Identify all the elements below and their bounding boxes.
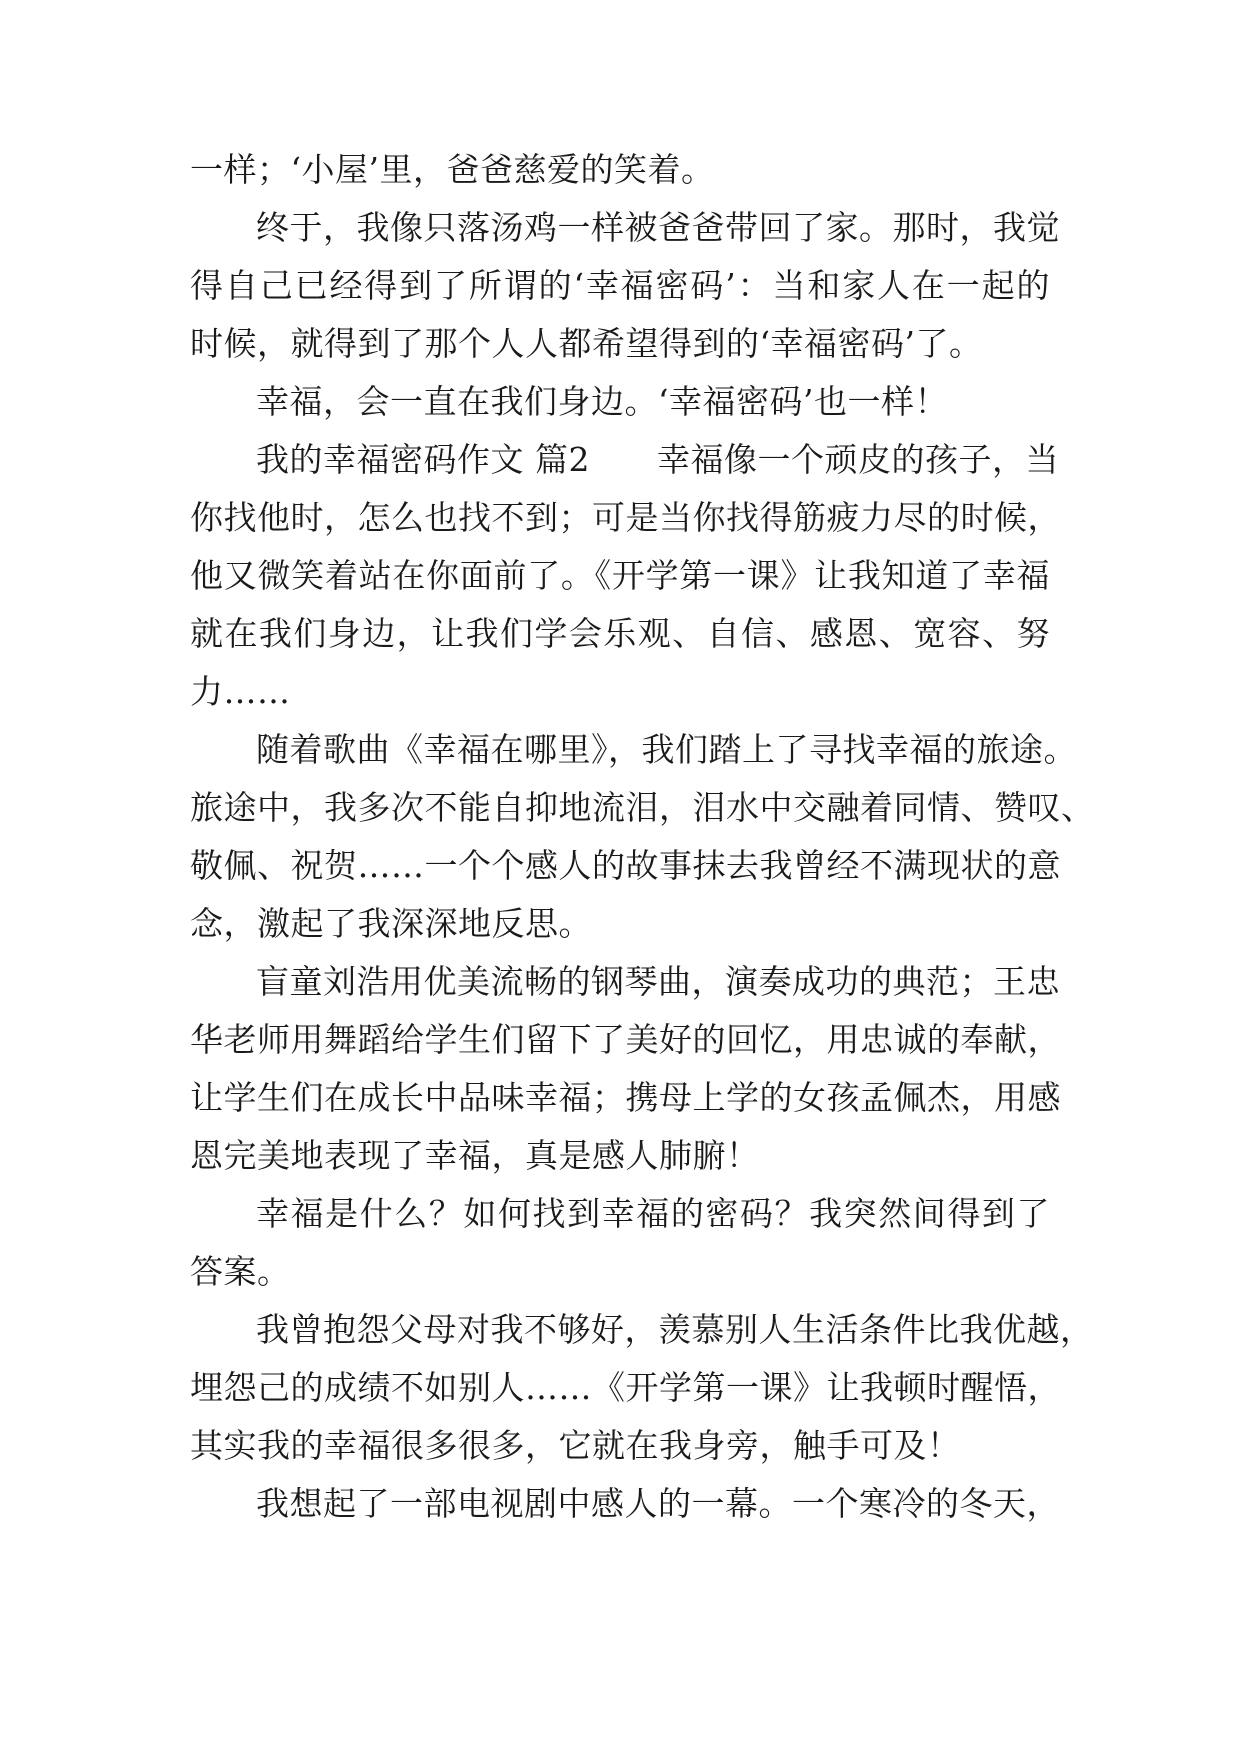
text-line: 我曾抱怨父母对我不够好，羡慕别人生活条件比我优越，: [256, 1310, 1094, 1349]
text-line: 时候，就得到了那个人人都希望得到的‘幸福密码’了。: [190, 324, 983, 363]
text-line: 你找他时，怎么也找不到；可是当你找得筋疲力尽的时候，: [190, 498, 1061, 537]
section-heading: 我的幸福密码作文 篇2: [256, 440, 590, 479]
text-line: 华老师用舞蹈给学生们留下了美好的回忆，用忠诚的奉献，: [190, 1020, 1061, 1059]
text-line: 幸福是什么？如何找到幸福的密码？我突然间得到了: [256, 1194, 1050, 1233]
text-line: 敬佩、祝贺……一个个感人的故事抹去我曾经不满现状的意: [190, 846, 1061, 885]
text-line: 念，激起了我深深地反思。: [190, 904, 592, 943]
text-line: 他又微笑着站在你面前了。《开学第一课》让我知道了幸福: [190, 556, 1050, 595]
text-line: 让学生们在成长中品味幸福；携母上学的女孩孟佩杰，用感: [190, 1078, 1061, 1117]
text-line: 幸福，会一直在我们身边。‘幸福密码’也一样！: [256, 382, 948, 421]
text-line: 力……: [190, 672, 291, 711]
text-line: 得自己已经得到了所谓的‘幸福密码’：当和家人在一起的: [190, 266, 1050, 305]
text-line: 埋怨己的成绩不如别人……《开学第一课》让我顿时醒悟，: [190, 1368, 1061, 1407]
text-line: 随着歌曲《幸福在哪里》，我们踏上了寻找幸福的旅途。: [256, 730, 1077, 769]
text-line: 答案。: [190, 1252, 291, 1291]
text-line: 就在我们身边，让我们学会乐观、自信、感恩、宽容、努: [190, 614, 1050, 653]
text-line: 盲童刘浩用优美流畅的钢琴曲，演奏成功的典范；王忠: [256, 962, 1060, 1001]
text-line: 终于，我像只落汤鸡一样被爸爸带回了家。那时，我觉: [256, 208, 1060, 247]
text-line: 我想起了一部电视剧中感人的一幕。一个寒冷的冬天，: [256, 1484, 1060, 1523]
text-line: 其实我的幸福很多很多，它就在我身旁，触手可及！: [190, 1426, 961, 1465]
text-line: 一样；‘小屋’里，爸爸慈爱的笑着。: [190, 150, 715, 189]
text-line: 幸福像一个顽皮的孩子，当: [657, 440, 1059, 479]
text-line: 恩完美地表现了幸福，真是感人肺腑！: [190, 1136, 760, 1175]
text-line: 旅途中，我多次不能自抑地流泪，泪水中交融着同情、赞叹、: [190, 788, 1095, 827]
